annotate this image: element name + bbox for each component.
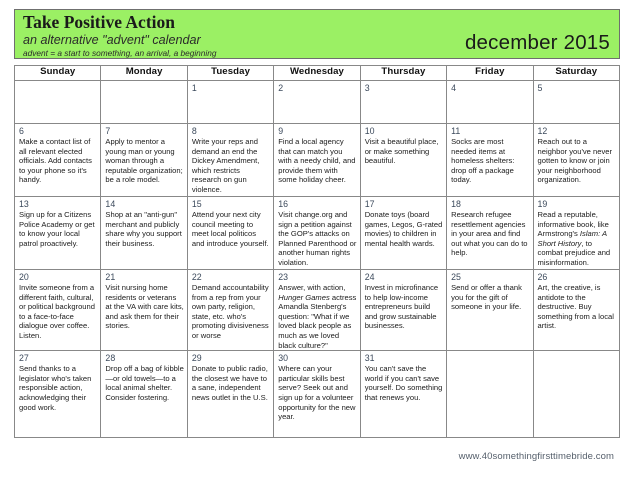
weekday-header-saturday: Saturday [533, 66, 619, 81]
weekday-header-friday: Friday [447, 66, 533, 81]
day-number: 30 [278, 353, 289, 364]
day-number: 13 [19, 199, 29, 209]
calendar-day-cell[interactable] [447, 197, 533, 270]
day-cell-content [361, 270, 446, 350]
month-year-label: december 2015 [464, 31, 610, 54]
calendar-day-cell[interactable] [274, 270, 360, 351]
weekday-header-row [15, 66, 620, 81]
day-action-text: Make a contact list of all relevant elected officials. Add contacts to your phone so it's handy. [19, 137, 92, 185]
weekday-header-sunday: Sunday [15, 66, 101, 81]
calendar-day-cell[interactable] [447, 81, 533, 124]
day-action-text: Visit change.org and sign a petition against the GOP's attacks on Planned Parenthood or another human rights violation. [278, 210, 357, 267]
day-cell-content [534, 270, 619, 350]
calendar-body [15, 81, 620, 438]
calendar-week-row [15, 270, 620, 351]
calendar-day-cell[interactable] [360, 197, 446, 270]
calendar-day-cell[interactable] [187, 270, 273, 351]
day-action-text: Answer, with action, Hunger Games actress Amandla Stenberg's question: "What if we loved black people as much as we loved black culture?" [278, 283, 357, 350]
calendar-day-cell[interactable] [533, 81, 619, 124]
day-cell-content [361, 81, 446, 123]
day-action-text: Write your reps and demand an end the Dickey Amendment, which restricts research on gun violence. [191, 137, 260, 194]
calendar-day-cell[interactable] [15, 351, 101, 438]
day-cell-content [274, 81, 359, 123]
calendar-day-cell[interactable] [360, 270, 446, 351]
day-number: 31 [364, 353, 375, 364]
day-action-text: Art, the creative, is antidote to the destructive. Buy something from a local artist. [537, 283, 614, 331]
day-number: 18 [451, 199, 461, 209]
day-action-text: Invite someone from a different faith, cultural, or political background to a face-to-face dialogue over coffee. Listen. [19, 283, 95, 340]
day-action-text: Donate toys (board games, Legos, G-rated movies) to children in mental health wards. [364, 210, 443, 248]
day-cell-content [101, 351, 186, 437]
calendar-day-cell[interactable] [360, 351, 446, 438]
day-cell-content [101, 270, 186, 350]
calendar-week-row [15, 351, 620, 438]
day-number: 16 [278, 199, 289, 209]
calendar-day-cell[interactable] [187, 124, 273, 197]
day-cell-content [447, 351, 532, 437]
day-cell-content [15, 270, 100, 350]
calendar-empty-cell [15, 81, 101, 124]
day-action-text: Invest in microfinance to help low-income entrepreneurs build and grow sustainable businesses. [364, 283, 439, 331]
calendar-day-cell[interactable] [447, 270, 533, 351]
header-text-group [23, 13, 216, 58]
day-action-text: Read a reputable, informative book, like Armstrong's Islam: A Short History, to combat prejudice and misinformation. [537, 210, 611, 267]
day-action-text: Reach out to a neighbor you've never gotten to know or join your neighborhood organization. [537, 137, 613, 185]
day-number: 21 [105, 272, 116, 282]
day-number: 14 [105, 199, 116, 209]
calendar-empty-cell [447, 351, 533, 438]
day-cell-content [15, 197, 100, 269]
calendar-day-cell[interactable] [274, 81, 360, 124]
day-number: 6 [19, 126, 24, 136]
calendar-day-cell[interactable] [101, 197, 187, 270]
day-action-text: You can't save the world if you can't save yourself. Do something that renews you. [364, 364, 443, 402]
day-cell-content [274, 270, 359, 350]
page-subtitle: an alternative "advent" calendar [23, 33, 201, 47]
day-cell-content [188, 270, 273, 350]
calendar-day-cell[interactable] [274, 197, 360, 270]
calendar-week-row [15, 81, 620, 124]
calendar-day-cell[interactable] [533, 197, 619, 270]
italic-title: Islam: A Short History [537, 229, 607, 248]
day-action-text: Visit a beautiful place, or make something beautiful. [364, 137, 439, 166]
day-number: 25 [451, 272, 461, 282]
day-number: 24 [364, 272, 375, 282]
calendar-day-cell[interactable] [533, 124, 619, 197]
italic-title: Hunger Games [278, 292, 330, 302]
day-cell-content [188, 197, 273, 269]
calendar-day-cell[interactable] [15, 124, 101, 197]
day-number: 28 [105, 353, 116, 364]
day-cell-content [274, 197, 359, 269]
day-number: 11 [451, 126, 461, 136]
calendar-day-cell[interactable] [533, 270, 619, 351]
calendar-day-cell[interactable] [274, 124, 360, 197]
day-cell-content [188, 351, 273, 437]
day-cell-content [447, 124, 532, 196]
day-number: 4 [451, 83, 457, 93]
day-action-text: Apply to mentor a young man or young woman through a reputable organization; be a role model. [105, 137, 183, 185]
advent-definition: advent = a start to something, an arrival, a beginning [23, 48, 217, 58]
day-cell-content [447, 197, 532, 269]
calendar-day-cell[interactable] [187, 351, 273, 438]
day-number: 7 [105, 126, 111, 136]
calendar-day-cell[interactable] [101, 270, 187, 351]
footer-website-url: www.40somethingfirsttimebride.com [458, 451, 614, 462]
day-action-text: Socks are most needed items at homeless shelters: drop off a package today. [451, 137, 515, 185]
day-cell-content [361, 124, 446, 196]
calendar-day-cell[interactable] [101, 351, 187, 438]
calendar-day-cell[interactable] [187, 81, 273, 124]
day-number: 20 [19, 272, 29, 282]
header-banner [14, 9, 620, 59]
calendar-day-cell[interactable] [360, 124, 446, 197]
calendar-empty-cell [533, 351, 619, 438]
day-number: 19 [537, 199, 548, 209]
day-number: 3 [364, 83, 370, 93]
day-cell-content [15, 124, 100, 196]
day-action-text: Where can your particular skills best serve? Seek out and sign up for a volunteer opportunity for the new year. [278, 364, 356, 422]
calendar-grid [14, 65, 620, 438]
weekday-header-thursday: Thursday [360, 66, 446, 81]
day-cell-content [101, 197, 186, 269]
day-cell-content [534, 351, 619, 437]
day-cell-content [534, 81, 619, 123]
day-cell-content [188, 124, 273, 196]
day-number: 15 [191, 199, 202, 209]
day-cell-content [361, 197, 446, 269]
day-cell-content [534, 197, 619, 269]
day-number: 5 [537, 83, 543, 93]
day-cell-content [447, 81, 532, 123]
day-cell-content [188, 81, 273, 123]
day-number: 10 [364, 126, 375, 136]
day-number: 27 [19, 353, 29, 364]
day-cell-content [15, 81, 100, 123]
day-number: 17 [364, 199, 375, 209]
page-title: Take Positive Action [23, 12, 175, 32]
calendar-day-cell[interactable] [101, 124, 187, 197]
calendar-day-cell[interactable] [447, 124, 533, 197]
day-number: 1 [191, 83, 197, 93]
day-number: 8 [191, 126, 197, 136]
day-cell-content [15, 351, 100, 437]
day-number: 2 [278, 83, 284, 93]
day-number: 22 [191, 272, 202, 282]
calendar-day-cell[interactable] [15, 270, 101, 351]
calendar-week-row [15, 124, 620, 197]
day-cell-content [274, 124, 359, 196]
day-number: 29 [191, 353, 202, 364]
day-cell-content [447, 270, 532, 350]
calendar-day-cell[interactable] [187, 197, 273, 270]
weekday-header-monday: Monday [101, 66, 187, 81]
day-cell-content [101, 124, 186, 196]
day-cell-content [101, 81, 186, 123]
calendar-empty-cell [101, 81, 187, 124]
weekday-header-tuesday: Tuesday [187, 66, 273, 81]
day-cell-content [534, 124, 619, 196]
calendar-day-cell[interactable] [360, 81, 446, 124]
day-cell-content [274, 351, 359, 437]
day-action-text: Send thanks to a legislator who's taken responsible action, acknowledging their good work. [19, 364, 92, 412]
calendar-week-row [15, 197, 620, 270]
day-action-text: Demand accountability from a rep from your own party, religion, state, etc. who's promoting divisiveness or worse [191, 283, 269, 340]
day-cell-content [361, 351, 446, 437]
weekday-header-wednesday: Wednesday [274, 66, 360, 81]
day-action-text: Donate to public radio, the closest we have to a sane, independent news outlet in the U.S. [191, 364, 268, 402]
day-action-text: Send or offer a thank you for the gift of someone in your life. [451, 283, 522, 312]
day-action-text: Shop at an "anti-gun" merchant and publicly share why you support their business. [105, 210, 182, 248]
day-action-text: Find a local agency that can match you with a needy child, and provide them with some holiday cheer. [278, 137, 356, 185]
day-action-text: Drop off a bag of kibble—or old towels—to a local animal shelter. Consider fostering. [105, 364, 184, 402]
day-action-text: Attend your next city council meeting to meet local politicos and introduce yourself. [191, 210, 269, 248]
day-number: 9 [278, 126, 284, 136]
calendar-day-cell[interactable] [274, 351, 360, 438]
day-number: 26 [537, 272, 548, 282]
day-number: 12 [537, 126, 548, 136]
day-action-text: Research refugee resettlement agencies in your area and find out what you can do to help. [451, 210, 528, 258]
calendar-day-cell[interactable] [15, 197, 101, 270]
day-action-text: Visit nursing home residents or veterans at the VA with care kits, and ask them for their stories. [105, 283, 184, 331]
day-action-text: Sign up for a Citizens Police Academy or get to know your local patrol proactively. [19, 210, 95, 248]
day-number: 23 [278, 272, 289, 282]
